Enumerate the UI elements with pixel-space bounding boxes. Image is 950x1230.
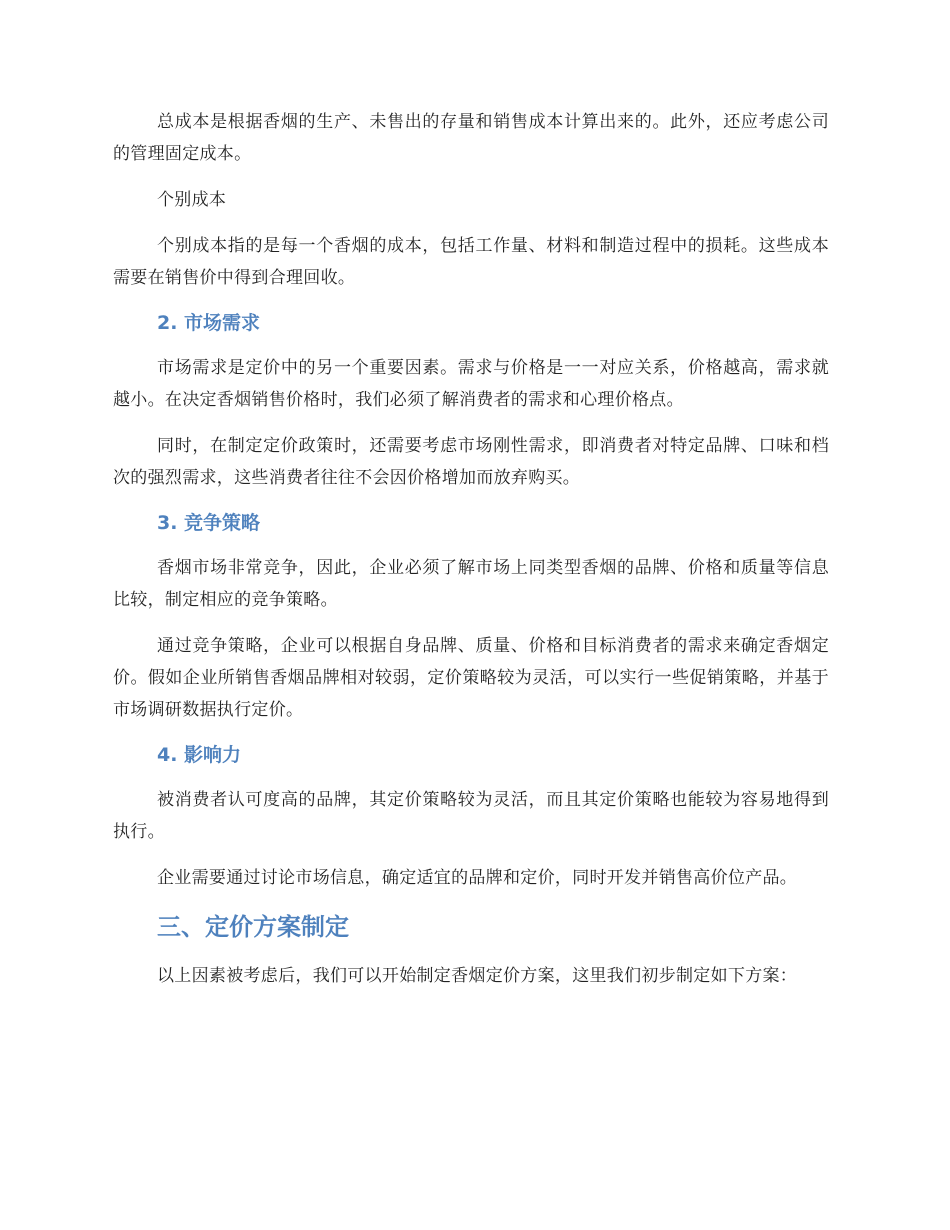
heading-competition: 3. 竞争策略 bbox=[157, 512, 261, 534]
paragraph-influence-2: 企业需要通过讨论市场信息，确定适宜的品牌和定价，同时开发并销售高价位产品。 bbox=[157, 868, 798, 888]
paragraph-individual-cost: 个别成本指的是每一个香烟的成本，包括工作量、材料和制造过程中的损耗。这些成本需要在销售价中得到合理回收。 bbox=[113, 236, 829, 288]
heading-pricing-plan: 三、定价方案制定 bbox=[157, 913, 349, 941]
heading-influence: 4. 影响力 bbox=[157, 744, 242, 766]
paragraph-competition-2: 通过竞争策略，企业可以根据自身品牌、质量、价格和目标消费者的需求来确定香烟定价。假如企业所销售香烟品牌相对较弱，定价策略较为灵活，可以实行一些促销策略，并基于市场调研数据执行定价。 bbox=[113, 636, 829, 720]
paragraph-individual-cost-title: 个别成本 bbox=[157, 190, 227, 210]
heading-market-demand: 2. 市场需求 bbox=[157, 312, 261, 334]
document-page bbox=[113, 106, 829, 1006]
paragraph-market-demand-2: 同时，在制定定价政策时，还需要考虑市场刚性需求，即消费者对特定品牌、口味和档次的强烈需求，这些消费者往往不会因价格增加而放弃购买。 bbox=[113, 436, 829, 488]
paragraph-competition-1: 香烟市场非常竞争，因此，企业必须了解市场上同类型香烟的品牌、价格和质量等信息比较，制定相应的竞争策略。 bbox=[113, 558, 829, 610]
paragraph-total-cost: 总成本是根据香烟的生产、未售出的存量和销售成本计算出来的。此外，还应考虑公司的管理固定成本。 bbox=[113, 112, 829, 164]
paragraph-market-demand-1: 市场需求是定价中的另一个重要因素。需求与价格是一一对应关系，价格越高，需求就越小。在决定香烟销售价格时，我们必须了解消费者的需求和心理价格点。 bbox=[113, 358, 829, 410]
paragraph-plan-intro: 以上因素被考虑后，我们可以开始制定香烟定价方案，这里我们初步制定如下方案： bbox=[157, 966, 798, 986]
paragraph-influence-1: 被消费者认可度高的品牌，其定价策略较为灵活，而且其定价策略也能较为容易地得到执行。 bbox=[113, 790, 829, 842]
